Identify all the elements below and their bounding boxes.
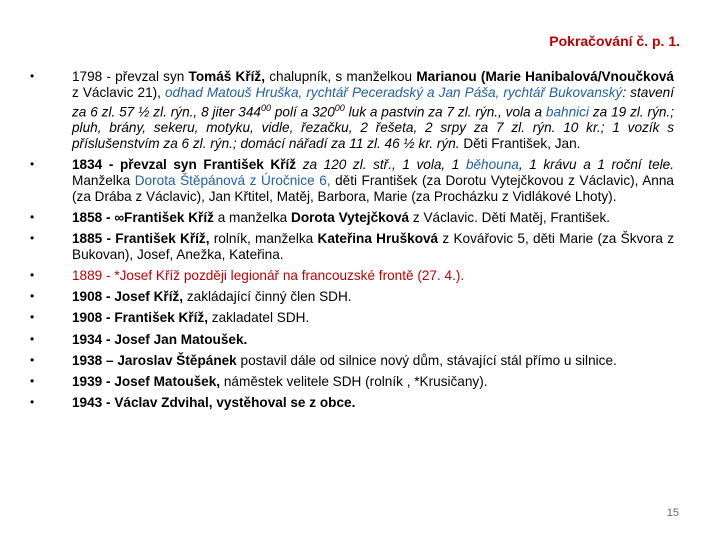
item-text-segment: za 120 zl. stř., 1 vola, 1 xyxy=(296,157,466,173)
item-text-segment: bahnici xyxy=(545,104,589,120)
list-item xyxy=(26,374,674,390)
item-text-segment: luk a pastvin za 7 zl. rýn., vola a xyxy=(344,104,546,120)
item-text-segment: : stavení za 6 zl. 57 ½ zl. rýn., 8 jiter 344 xyxy=(72,84,674,120)
page-title: Pokračování č. p. 1. xyxy=(549,33,680,49)
item-text-segment: Manželka xyxy=(72,173,135,189)
item-text-segment: František Kříž xyxy=(203,157,297,173)
item-text-segment: 1885 - František Kříž, xyxy=(72,231,210,247)
item-text-segment: Dorota Vytejčková xyxy=(291,210,410,226)
item-text-segment: 00 xyxy=(260,102,271,113)
item-text-segment: Kateřina Hrušková xyxy=(317,231,439,247)
item-text-segment: Marianou (Marie Hanibalová/Vnoučková xyxy=(416,69,674,84)
item-text-segment: Tomáš Kříž, xyxy=(188,69,266,84)
item-text-segment: Dorota Štěpánová z Úročnice 6, xyxy=(134,173,331,189)
page-number: 15 xyxy=(666,507,679,519)
item-text-segment: 1889 - *Josef Kříž později legionář na francouzské frontě (27. 4.). xyxy=(72,268,465,284)
item-text-segment: Děti František, Jan. xyxy=(459,136,581,152)
item-text-segment: děti František (za Dorotu Vytejčkovou z Václavic), Anna (za Drába z Václavic), Jan Křtitel, Matěj, Barbora, Marie (za Procházku z Vidlákové Lhoty). xyxy=(72,173,674,205)
list-item xyxy=(26,69,674,152)
item-text-segment: polí a 320 xyxy=(270,104,335,120)
item-text-segment: z Václavic. Děti Matěj, František. xyxy=(409,210,611,226)
item-text-segment: rolník, manželka xyxy=(209,231,318,247)
item-text-segment: 1834 - převzal syn xyxy=(72,157,204,173)
list-item xyxy=(26,157,674,205)
list-item xyxy=(26,268,674,284)
list-item xyxy=(26,353,674,369)
item-text-segment: chalupník, s manželkou xyxy=(265,69,417,84)
item-text-segment: odhad Matouš Hruška, rychtář Peceradský a Jan Páša, rychtář Bukovanský xyxy=(165,84,623,100)
item-text-segment: 1943 - Václav Zdvihal, vystěhoval se z obce. xyxy=(72,394,356,410)
list-item xyxy=(26,395,674,411)
list-item xyxy=(26,231,674,263)
item-text-segment: , 1 krávu a 1 roční tele. xyxy=(518,157,674,173)
item-text-segment: 1908 - František Kříž, xyxy=(72,310,208,326)
item-text-segment: zakládající činný člen SDH. xyxy=(183,289,352,305)
item-text-segment: náměstek velitele SDH (rolník , *Krusičany). xyxy=(220,373,488,389)
item-text-segment: 1858 - ∞ xyxy=(72,210,125,226)
item-text-segment: a manželka xyxy=(213,210,291,226)
item-text-segment: z Václavic 21), xyxy=(72,84,165,100)
item-text-segment: František Kříž xyxy=(124,210,214,226)
item-text-segment: 1908 - Josef Kříž, xyxy=(72,289,184,305)
list-item xyxy=(26,310,674,326)
list-item xyxy=(26,289,674,305)
item-text-segment: postavil dále od silnice nový dům, stávající stál přímo u silnice. xyxy=(236,352,617,368)
item-text-segment: zakladatel SDH. xyxy=(208,310,310,326)
item-text-segment: 1938 – Jaroslav Štěpánek xyxy=(72,352,237,368)
item-text-segment: 1798 - převzal syn xyxy=(72,69,189,84)
list-item xyxy=(26,210,674,226)
item-text-segment: 00 xyxy=(334,102,345,113)
item-text-segment: 1934 - Josef Jan Matoušek. xyxy=(72,331,248,347)
item-text-segment: za 19 zl. rýn.; pluh, brány, sekeru, motyku, vidle, řezačku, 2 řešeta, 2 srpy za 7 zl. rýn. 10 kr.; 1 vozík s příslušenstvím za 6 zl. rýn.; domácí nářadí za 11 zl. 46 ½ kr. rýn. xyxy=(72,104,674,152)
item-text-segment: běhouna xyxy=(465,157,519,173)
item-text-segment: z Kovářovic 5, děti Marie (za Škvora z Bukovan), Josef, Anežka, Kateřina. xyxy=(72,231,674,263)
history-list xyxy=(26,69,674,416)
list-item xyxy=(26,332,674,348)
item-text-segment: 1939 - Josef Matoušek, xyxy=(72,373,221,389)
